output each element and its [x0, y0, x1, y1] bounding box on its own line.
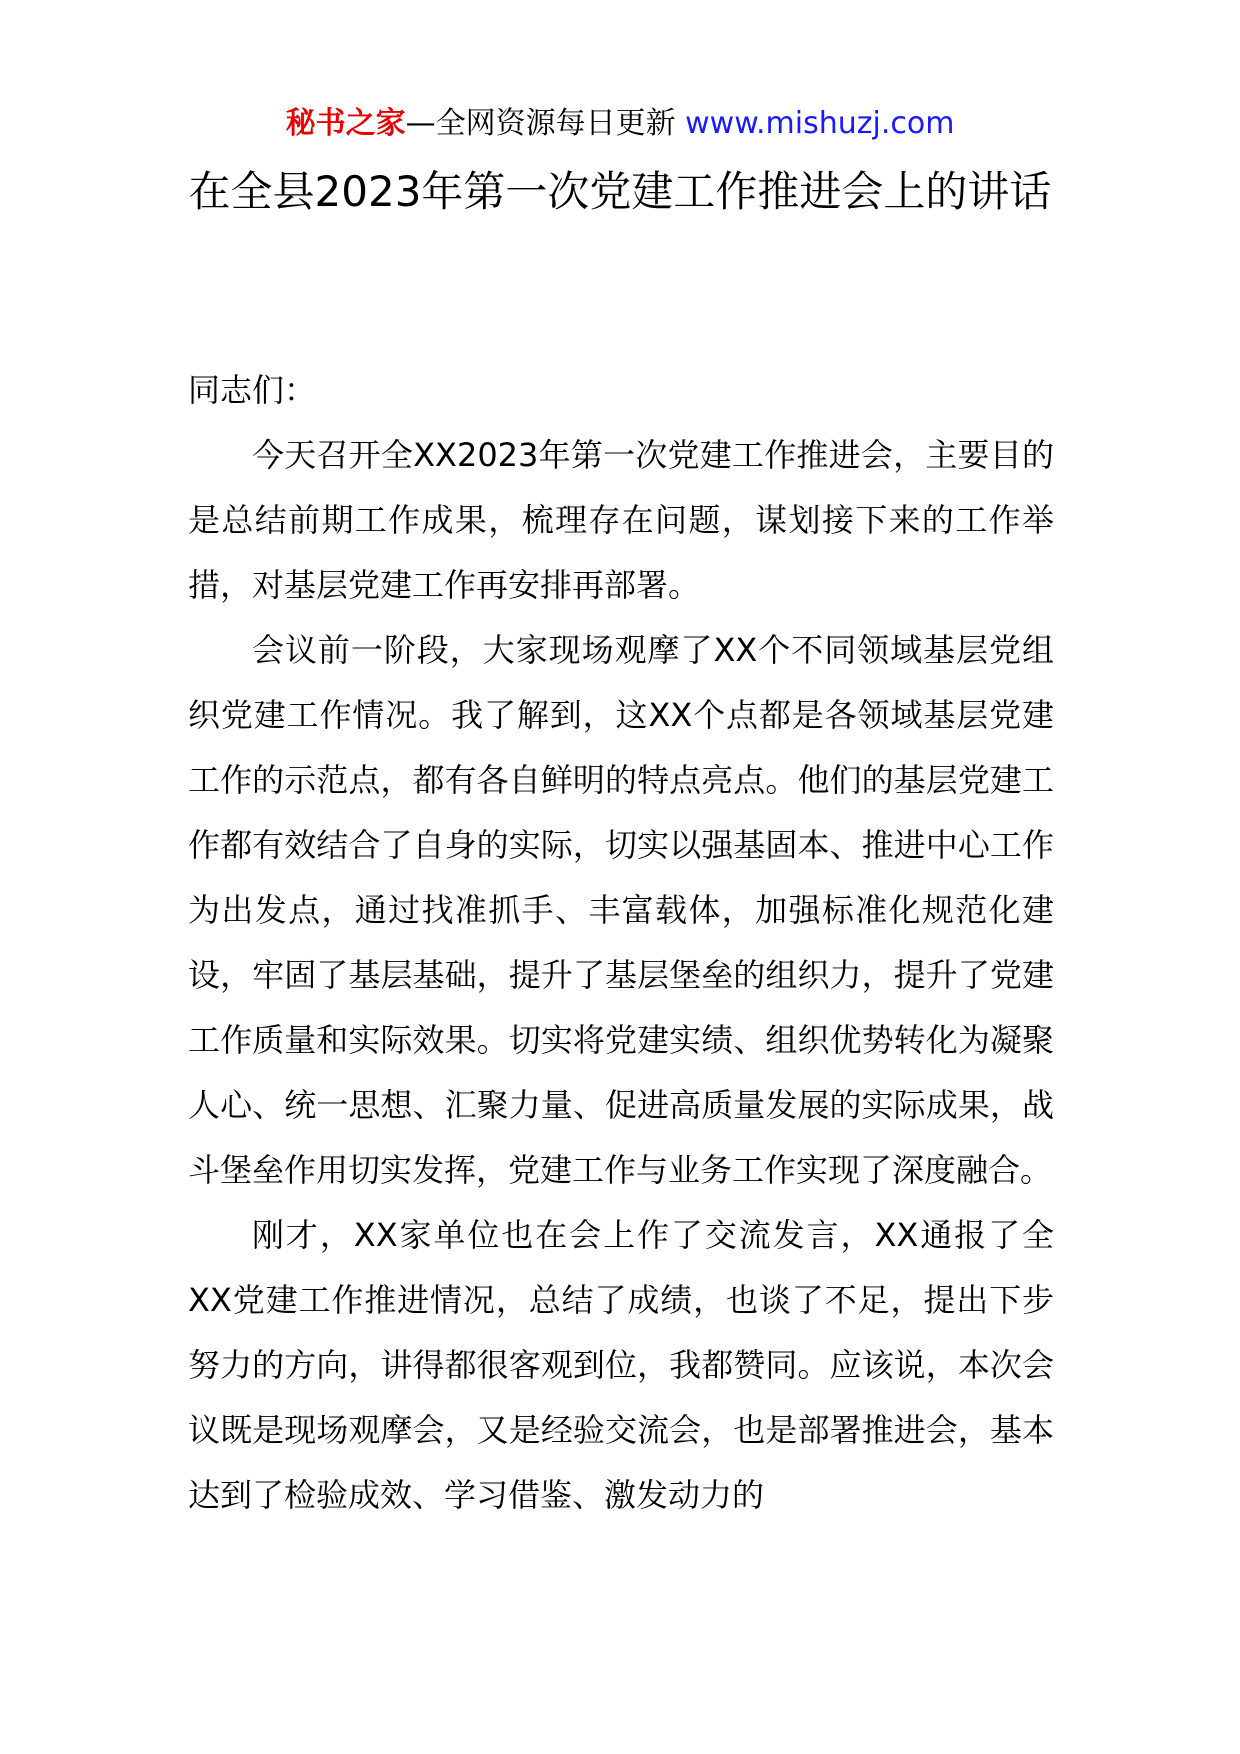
site-tagline: —全网资源每日更新	[405, 106, 686, 141]
paragraph-2: 会议前一阶段，大家现场观摩了XX个不同领域基层党组织党建工作情况。我了解到，这XX个点都是各领域基层党建工作的示范点，都有各自鲜明的特点亮点。他们的基层党建工作都有效结合了自身的实际，切实以强基固本、推进中心工作为出发点，通过找准抓手、丰富载体，加强标准化规范化建设，牢固了基层基础，提升了基层堡垒的组织力，提升了党建工作质量和实际效果。切实将党建实绩、组织优势转化为凝聚人心、统一思想、汇聚力量、促进高质量发展的实际成果，战斗堡垒作用切实发挥，党建工作与业务工作实现了深度融合。	[188, 631, 1054, 1189]
document-body	[188, 358, 1054, 1528]
site-brand: 秘书之家	[285, 106, 406, 141]
site-header	[0, 100, 1240, 148]
salutation: 同志们：	[188, 371, 317, 409]
site-url-link[interactable]: www.mishuzj.com	[685, 106, 955, 141]
paragraph-3: 刚才，XX家单位也在会上作了交流发言，XX通报了全XX党建工作推进情况，总结了成绩，也谈了不足，提出下步努力的方向，讲得都很客观到位，我都赞同。应该说，本次会议既是现场观摩会，又是经验交流会，也是部署推进会，基本达到了检验成效、学习借鉴、激发动力的	[188, 1216, 1054, 1514]
paragraph-1: 今天召开全XX2023年第一次党建工作推进会，主要目的是总结前期工作成果，梳理存在问题，谋划接下来的工作举措，对基层党建工作再安排再部署。	[188, 436, 1054, 604]
document-title: 在全县2023年第一次党建工作推进会上的讲话	[188, 167, 1052, 216]
